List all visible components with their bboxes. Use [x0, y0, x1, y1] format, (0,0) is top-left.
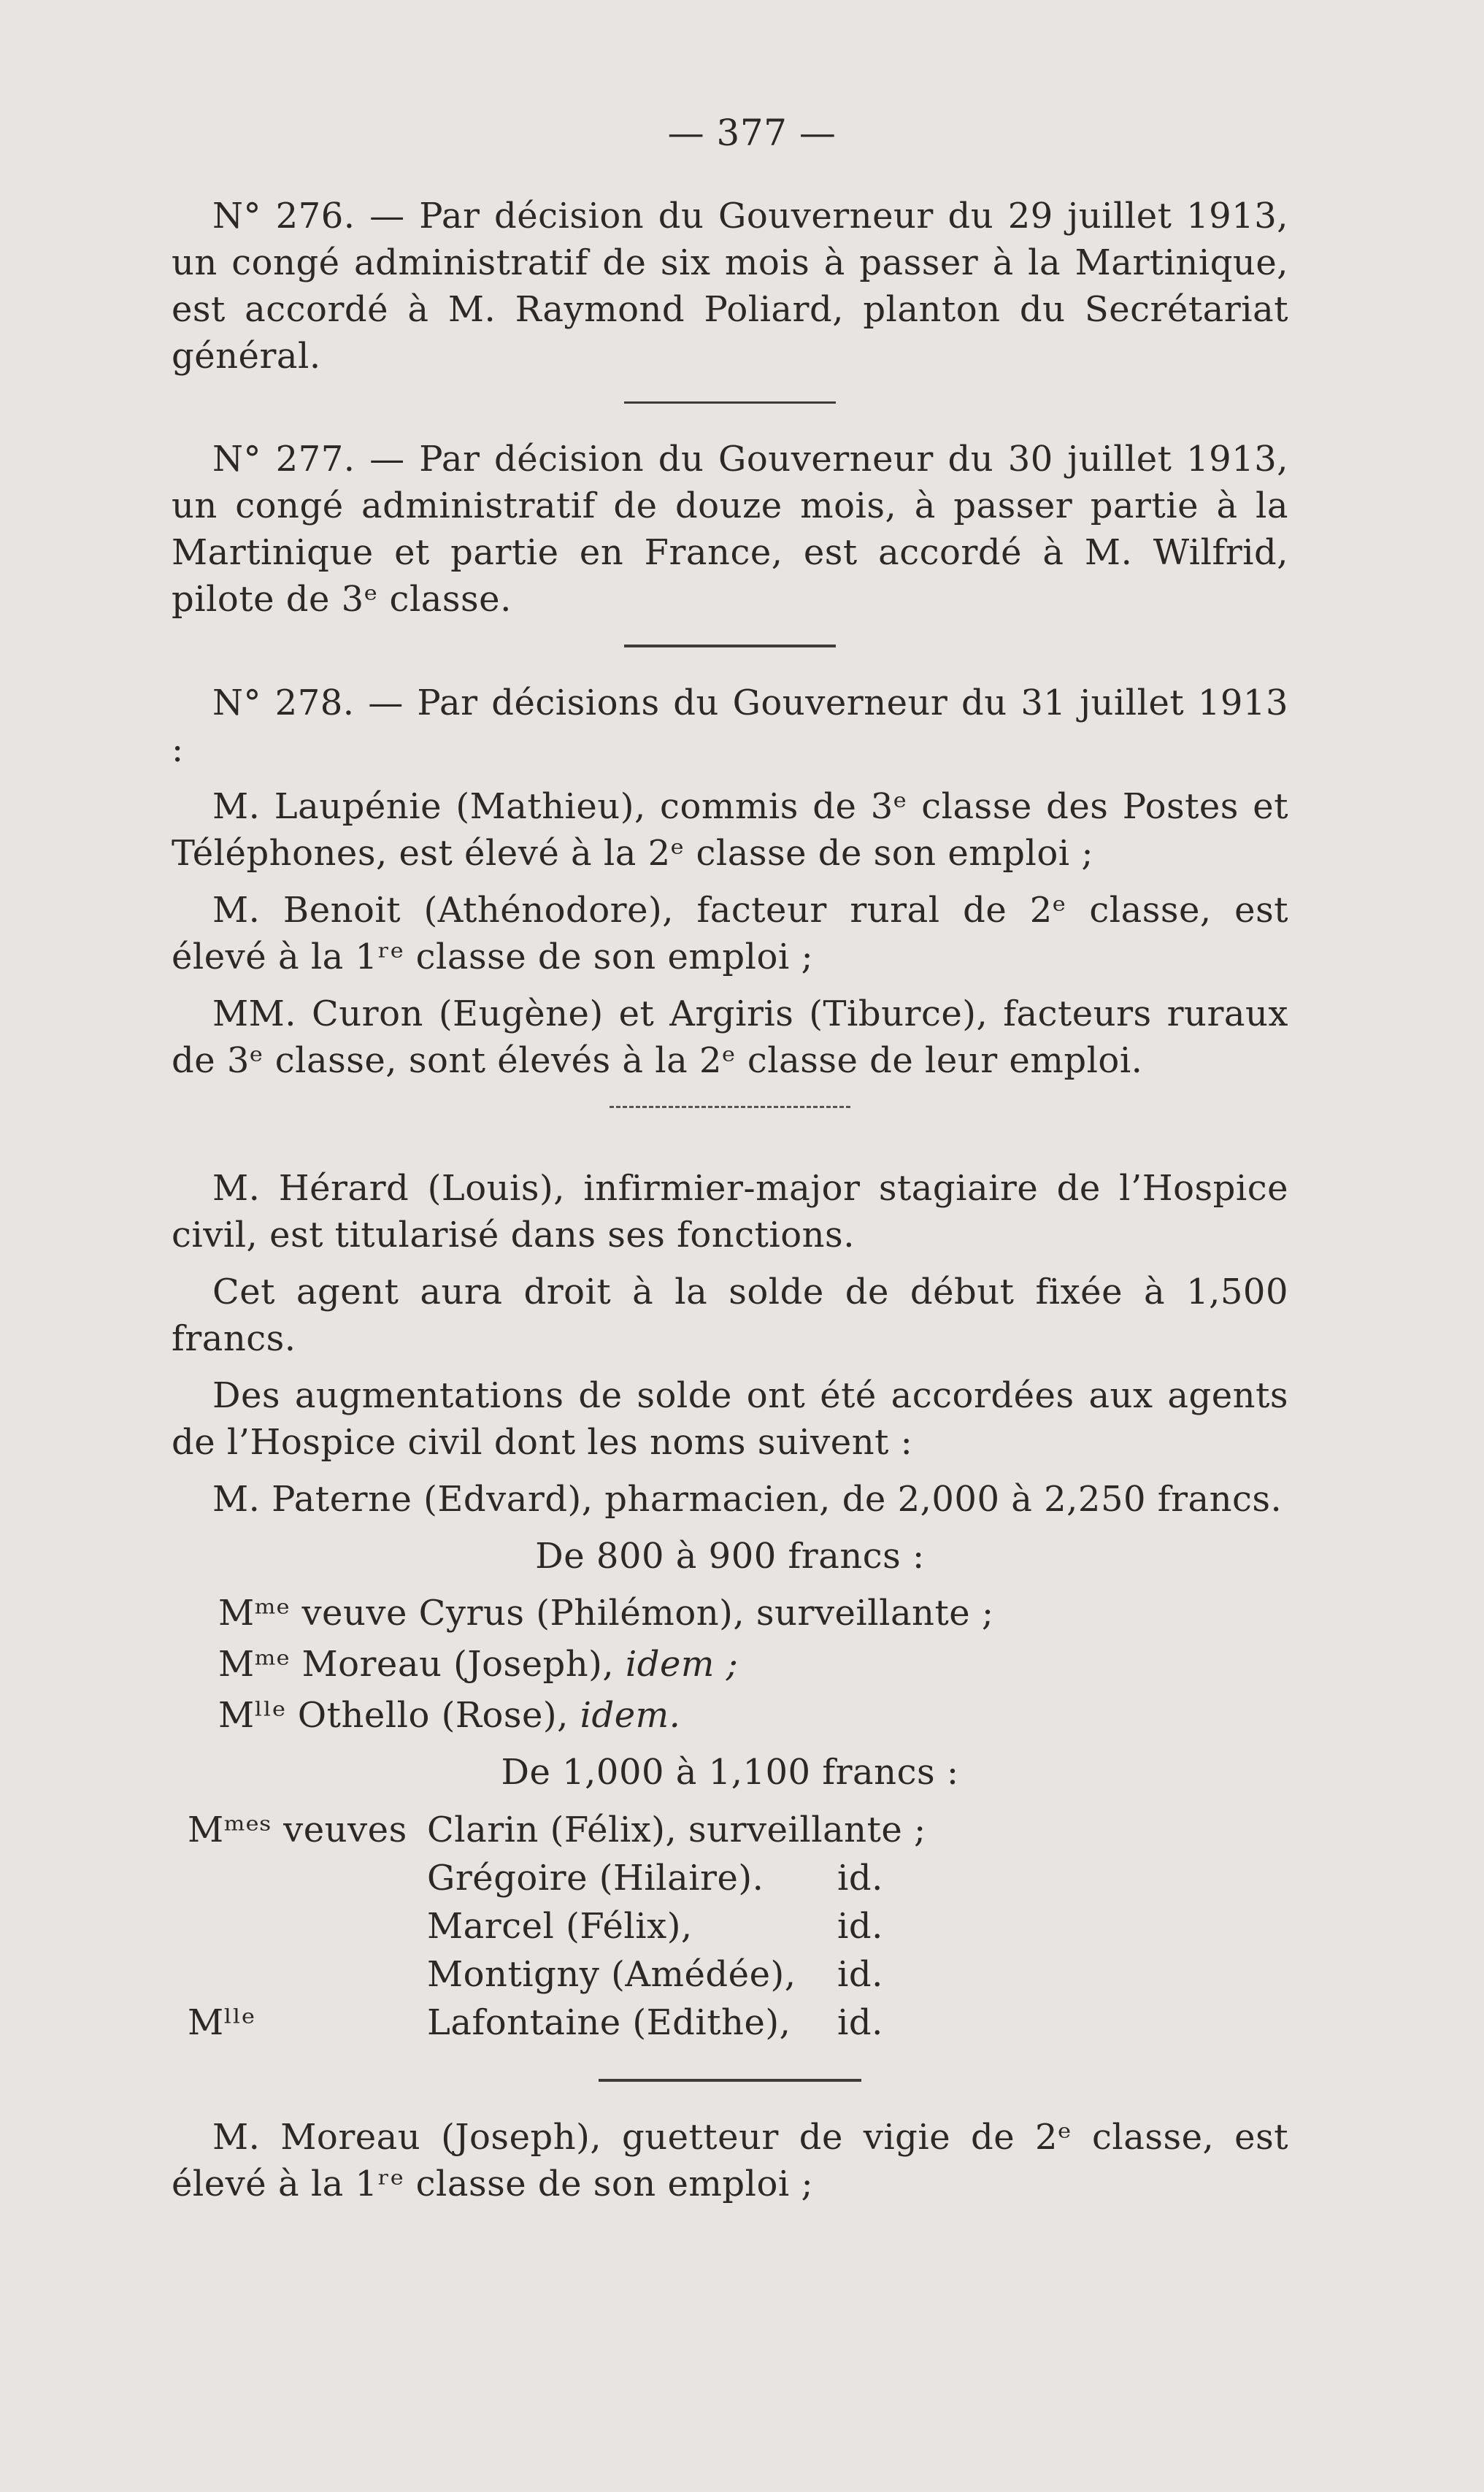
- decision-278-laupenie: M. Laupénie (Mathieu), commis de 3ᵉ classe des Postes et Téléphones, est élevé à la 2ᵉ classe de son emploi ;: [172, 786, 1288, 874]
- decision-277: N° 277. — Par décision du Gouverneur du 30 juillet 1913, un congé administratif de douze mois, à passer partie à la Martinique et partie en France, est accordé à M. Wilfrid, pilote de 3ᵉ classe.: [172, 439, 1288, 620]
- moreau-promotion: M. Moreau (Joseph), guetteur de vigie de 2ᵉ classe, est élevé à la 1ʳᵉ classe de son emploi ;: [172, 2117, 1288, 2204]
- idem-marker: id.: [837, 1954, 883, 1995]
- document-page: [172, 109, 1288, 2218]
- augmentations-intro: Des augmentations de solde ont été accordées aux agents de l’Hospice civil dont les noms suivent :: [172, 1375, 1288, 1463]
- list-item: [172, 1692, 1288, 1739]
- decision-278-intro: N° 278. — Par décisions du Gouverneur du 31 juillet 1913 :: [172, 682, 1288, 770]
- separator-rule: [624, 645, 836, 647]
- salary-band-heading: De 800 à 900 francs :: [535, 1536, 925, 1577]
- list-item: [172, 1641, 1288, 1688]
- honorific: Mˡˡᵉ: [218, 1695, 287, 1736]
- list-item: [172, 1590, 1288, 1637]
- idem-marker: idem.: [580, 1695, 681, 1736]
- table-row: [172, 1854, 1288, 1902]
- list-item-text: Othello (Rose),: [297, 1695, 569, 1736]
- herard-titularisation: M. Hérard (Louis), infirmier-major stagiaire de l’Hospice civil, est titularisé dans ses fonctions.: [172, 1168, 1288, 1255]
- honorific: Mˡˡᵉ: [188, 2002, 256, 2043]
- list-item-text: Moreau (Joseph),: [301, 1644, 615, 1685]
- idem-marker: id.: [837, 2002, 883, 2043]
- table-row: [172, 1902, 1288, 1950]
- staff-name: Lafontaine (Edithe),: [427, 2002, 791, 2043]
- honorific: [172, 1950, 427, 1999]
- table-row: [172, 1806, 1288, 1854]
- separator-rule: [599, 2079, 861, 2082]
- honorific: Mᵐᵉ: [218, 1593, 291, 1634]
- separator-rule: [610, 1106, 850, 1108]
- list-item-text: veuve Cyrus (Philémon), surveillante ;: [301, 1593, 994, 1634]
- honorific: Mᵐᵉˢ veuves: [188, 1810, 407, 1850]
- decision-276: N° 276. — Par décision du Gouverneur du 29 juillet 1913, un congé administratif de six mois à passer à la Martinique, est accordé à M. Raymond Poliard, planton du Secrétariat général.: [172, 196, 1288, 377]
- honorific: Mᵐᵉ: [218, 1644, 291, 1685]
- page-number: — 377 —: [667, 112, 837, 154]
- idem-marker: id.: [837, 1906, 883, 1947]
- separator-rule: [624, 401, 836, 404]
- staff-table: [172, 1806, 1288, 2047]
- table-row: [172, 1950, 1288, 1999]
- staff-name: Montigny (Amédée),: [427, 1954, 796, 1995]
- idem-marker: id.: [837, 1858, 883, 1899]
- staff-name: Grégoire (Hilaire).: [427, 1858, 764, 1899]
- idem-marker: idem ;: [625, 1644, 739, 1685]
- paterne-augmentation: M. Paterne (Edvard), pharmacien, de 2,000 à 2,250 francs.: [212, 1479, 1283, 1520]
- staff-name: Clarin (Félix), surveillante ;: [427, 1810, 926, 1850]
- salary-band-heading: De 1,000 à 1,100 francs :: [501, 1752, 959, 1793]
- staff-name: Marcel (Félix),: [427, 1906, 693, 1947]
- decision-278-benoit: M. Benoit (Athénodore), facteur rural de 2ᵉ classe, est élevé à la 1ʳᵉ classe de son emploi ;: [172, 890, 1288, 977]
- decision-278-curon-argiris: MM. Curon (Eugène) et Argiris (Tiburce), facteurs ruraux de 3ᵉ classe, sont élevés à la 2ᵉ classe de leur emploi.: [172, 993, 1288, 1081]
- honorific: [172, 1902, 427, 1950]
- table-row: [172, 1999, 1288, 2047]
- herard-solde: Cet agent aura droit à la solde de début fixée à 1,500 francs.: [172, 1272, 1288, 1359]
- honorific: [172, 1854, 427, 1902]
